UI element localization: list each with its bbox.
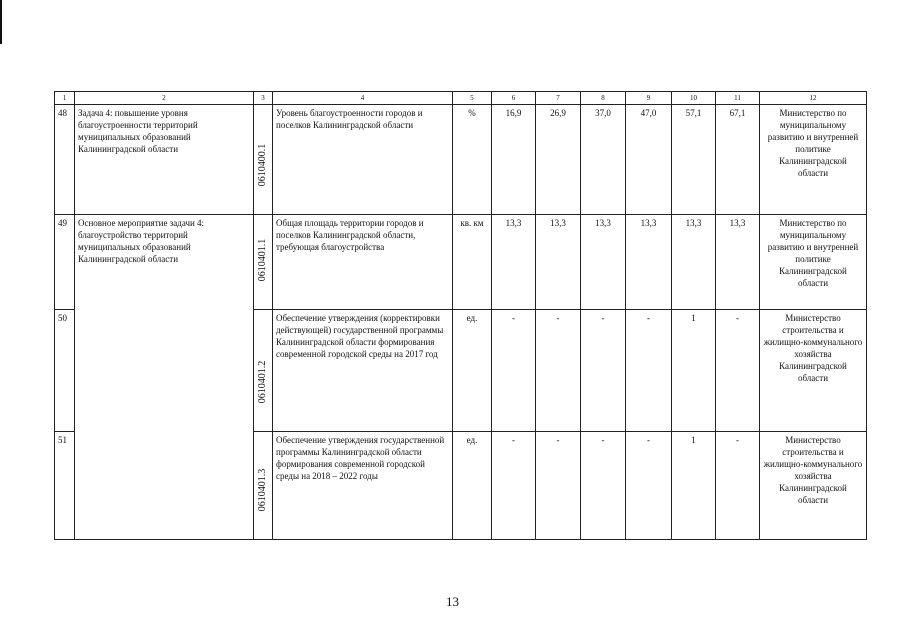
code-cell bbox=[254, 310, 273, 432]
col-header: 6 bbox=[492, 92, 536, 105]
unit: ед. bbox=[453, 310, 492, 432]
col-header: 2 bbox=[75, 92, 254, 105]
table-row bbox=[55, 215, 867, 310]
responsible-body: Министерство по муниципальному развитию и внутренней политике Калининградской области bbox=[760, 105, 867, 215]
value: - bbox=[716, 432, 760, 540]
value: - bbox=[581, 310, 626, 432]
scan-edge-mark bbox=[0, 0, 2, 44]
measure-name: Задача 4: повышение уровня благоустроенности территорий муниципальных образований Калининградской области bbox=[75, 105, 254, 215]
row-number: 48 bbox=[55, 105, 75, 215]
indicator-name: Обеспечение утверждения (корректировки действующей) государственной программы Калининградской области формирования современной городской среды на 2017 год bbox=[273, 310, 453, 432]
page-number: 13 bbox=[446, 594, 459, 609]
col-header: 9 bbox=[626, 92, 672, 105]
col-header: 12 bbox=[760, 92, 867, 105]
value: - bbox=[716, 310, 760, 432]
value: 26,9 bbox=[536, 105, 581, 215]
indicator-name: Общая площадь территории городов и поселков Калининградской области, требующая благоустройства bbox=[273, 215, 453, 310]
code-cell bbox=[254, 215, 273, 310]
value: 67,1 bbox=[716, 105, 760, 215]
value: - bbox=[536, 432, 581, 540]
value: 13,3 bbox=[626, 215, 672, 310]
value: 13,3 bbox=[581, 215, 626, 310]
value: 37,0 bbox=[581, 105, 626, 215]
col-header: 7 bbox=[536, 92, 581, 105]
unit: кв. км bbox=[453, 215, 492, 310]
value: 13,3 bbox=[536, 215, 581, 310]
value: - bbox=[626, 310, 672, 432]
value: 1 bbox=[672, 432, 716, 540]
code-text: 0610401.3 bbox=[257, 468, 268, 512]
code-text: 0610401.1 bbox=[257, 238, 268, 282]
row-number: 49 bbox=[55, 215, 75, 310]
value: 16,9 bbox=[492, 105, 536, 215]
code-cell bbox=[254, 432, 273, 540]
unit: % bbox=[453, 105, 492, 215]
value: 47,0 bbox=[626, 105, 672, 215]
value: 1 bbox=[672, 310, 716, 432]
value: 57,1 bbox=[672, 105, 716, 215]
value: 13,3 bbox=[492, 215, 536, 310]
row-number: 50 bbox=[55, 310, 75, 432]
row-number: 51 bbox=[55, 432, 75, 540]
value: - bbox=[492, 432, 536, 540]
col-header: 10 bbox=[672, 92, 716, 105]
indicator-name: Уровень благоустроенности городов и поселков Калининградской области bbox=[273, 105, 453, 215]
value: 13,3 bbox=[716, 215, 760, 310]
unit: ед. bbox=[453, 432, 492, 540]
col-header: 11 bbox=[716, 92, 760, 105]
responsible-body: Министерство по муниципальному развитию и внутренней политике Калининградской области bbox=[760, 215, 867, 310]
code-text: 0610400.1 bbox=[257, 143, 268, 187]
code-text: 0610401.2 bbox=[257, 360, 268, 404]
value: - bbox=[492, 310, 536, 432]
col-header: 1 bbox=[55, 92, 75, 105]
value: - bbox=[536, 310, 581, 432]
value: - bbox=[626, 432, 672, 540]
col-header: 4 bbox=[273, 92, 453, 105]
responsible-body: Министерство строительства и жилищно-коммунального хозяйства Калининградской области bbox=[760, 432, 867, 540]
code-cell bbox=[254, 105, 273, 215]
col-header: 8 bbox=[581, 92, 626, 105]
col-header: 5 bbox=[453, 92, 492, 105]
indicators-table bbox=[54, 91, 867, 540]
column-number-row bbox=[55, 92, 867, 105]
responsible-body: Министерство строительства и жилищно-коммунального хозяйства Калининградской области bbox=[760, 310, 867, 432]
measure-name: Основное мероприятие задачи 4: благоустройство территорий муниципальных образований Калининградской области bbox=[75, 215, 254, 540]
value: 13,3 bbox=[672, 215, 716, 310]
indicator-name: Обеспечение утверждения государственной программы Калининградской области формирования современной городской среды на 2018 – 2022 годы bbox=[273, 432, 453, 540]
table-row bbox=[55, 105, 867, 215]
value: - bbox=[581, 432, 626, 540]
col-header: 3 bbox=[254, 92, 273, 105]
